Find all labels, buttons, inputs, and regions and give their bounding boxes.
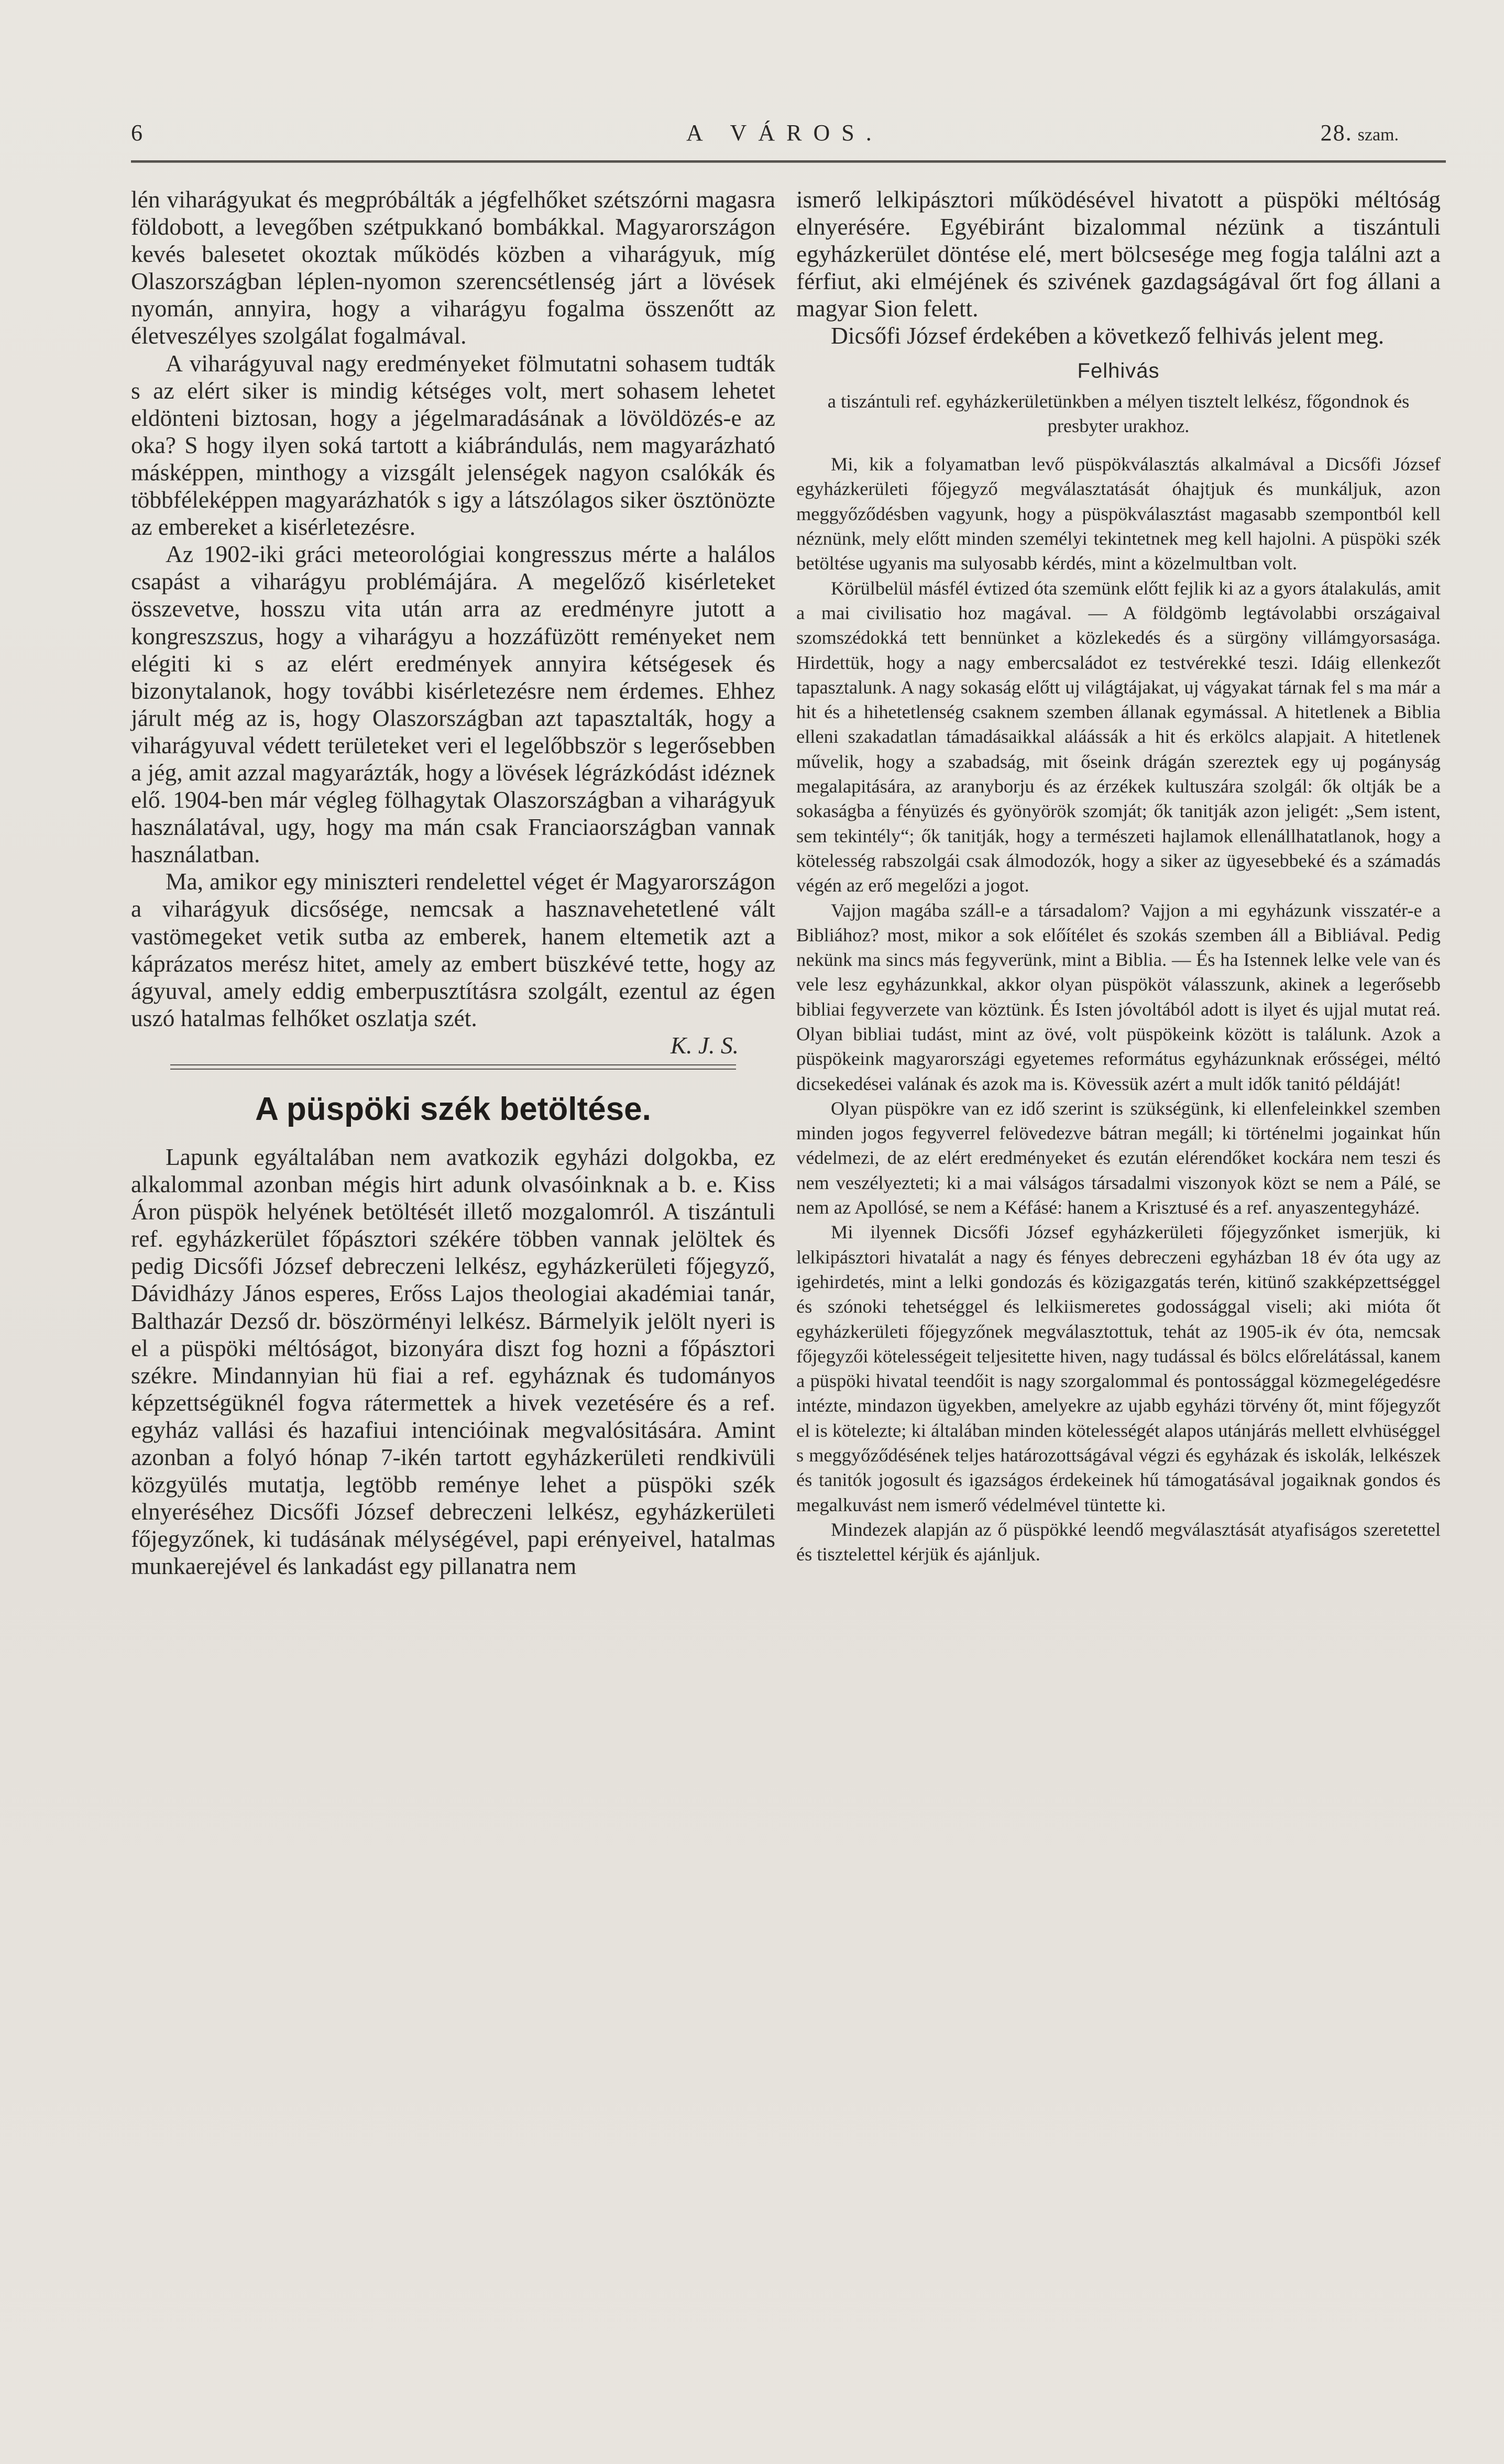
appeal-paragraph: Mindezek alapján az ő püspökké leendő megválasztását atyafiságos szeretettel és tisztelettel kérjük és ajánljuk.	[796, 1519, 1441, 1565]
article-signature-line	[131, 1032, 775, 1059]
article-paragraph: Lapunk egyáltalában nem avatkozik egyházi dolgokba, ez alkalommal azonban mégis hirt adunk olvasóinknak a b. e. Kiss Áron püspök helyének betöltését illető mozgalomról. A tiszántuli ref. egyházkerület főpásztori székére többen vannak jelöltek és pedig Dicsőfi József debreczeni lelkész, egyházkerületi főjegyző, Dávidházy János esperes, Erőss Lajos theologiai akadémiai tanár, Balthazár Dezső dr. böszörményi lelkész. Bármelyik jelölt nyeri is el a püspöki méltóságot, bizonyára diszt fog hozni a főpásztori székre. Mindannyian hü fiai a ref. egyháznak és tudományos képzettségüknél fogva rátermettek a hivek vezetésére és a ref. egyház vallási és hazafiui intencióinak megvalósitására. Amint azonban a folyó hónap 7-ikén tartott egyházkerületi rendkivüli közgyülés mutatja, legtöbb reménye lehet a püspöki szék elnyeréséhez Dicsőfi József debreczeni lelkész, egyházkerületi főjegyzőnek, ki tudásának mélységével, papi erényeivel, hatalmas munkaerejével és lankadást egy pillanatra nem	[131, 1143, 775, 1580]
issue-number-value: 28.	[1320, 120, 1353, 146]
left-column	[131, 186, 775, 1580]
appeal-title: Felhivás	[1077, 359, 1160, 382]
article-paragraph: A viharágyuval nagy eredményeket fölmutatni sohasem tudták s az elért siker is mindig kétséges volt, mert sohasem lehetet eldönteni biztosan, hogy a jégelmaradásának a lövöldözés-e az oka? S hogy ilyen soká tartott a kiábrándulás, nem magyarázható másképpen, minthogy a vizsgált jelenségek nagyon csalókák és többféleképpen magyarázhatók s igy a látszólagos siker ösztönözte az embereket a kisérletezésre.	[131, 349, 775, 541]
appeal-paragraph: Mi, kik a folyamatban levő püspökválasztás alkalmával a Dicsőfi József egyházkerületi főjegyző megválasztatását óhajtjuk és munkáljuk, azon meggyőződésben vagyunk, hogy a püspökválasztást magasabb szempontból kell néznünk, mely előtt minden személyi tekintetnek meg kell hajolni. A püspöki szék betöltése ugyanis ma sulyosabb kérdés, mint a közelmultban volt.	[796, 454, 1441, 574]
right-column	[796, 186, 1441, 1567]
article-title: A püspöki szék betöltése.	[255, 1091, 651, 1127]
appeal-paragraph: Körülbelül másfél évtized óta szemünk előtt fejlik ki az a gyors átalakulás, amit a mai civilisatio hoz magával. — A földgömb legtávolabbi országaival szomszédokká tett bennünket a közlekedés és a sürgöny villámgyorsasága. Hirdettük, hogy a nagy embercsaládot ez testvérekké teszi. Idáig ellenkezőt tapasztalunk. A nagy sokaság előtt uj világtájakat, uj vágyakat tárnak fel s ma már a hit és a hihetetlenség csaknem szemben állanak egymással. A hitetlenek a Biblia elleni szakadatlan támadásaikkal aláássák a hit és erkölcs alapjait. A hitetlenek művelik, hogy a szabadság, mit őseink drágán szereztek egy uj pogányság megalapitására, az aranyborju és az érzékek kultuszára szolgál: ők oltják be a sokaságba a fényüzés és gyönyörök szomját; ők tanitják azon jeligét: „Sem istent, sem tekintély“; ők tanitják, hogy a természeti hajlamok ellenállhatatlanok, hogy a kötelesség rabszolgái csak álmodozók, hogy a siker az ügyesebbeké és a számadás végén az erő megelőzi a jogot.	[796, 577, 1441, 896]
appeal-paragraph: Mi ilyennek Dicsőfi József egyházkerületi főjegyzőnket ismerjük, ki lelkipásztori hivatalát a nagy és fényes debreczeni egyházban 18 év óta ugy az igehirdetés, mint a lelki gondozás és közigazgatás terén, kitünő szakképzettséggel és szónoki tehetséggel és lelkiismeretes godossággal viseli; aki mióta őt egyházkerületi főjegyzőnek megválasztottuk, tehát az 1905-ik év óta, nemcsak főjegyzői kötelességeit teljesitette hiven, nagy tudással és bölcs előrelátással, kanem a püspöki hivatal teendőit is nagy szorgalommal és pontossággal közmegelégedésre intézte, mindazon ügyekben, amelyekre az ujabb egyházi törvény őt, mint főjegyzőt el is kötelezte; ki általában minden kötelességét alapos utánjárás mellett elvhüséggel s meggyőződésének teljes határozottságával végzi és egyházak és iskolák, lelkészek és tanitók jogosult és igazságos érdekeinek hű támogatásával jogaiknak gondos és megalkuvást nem ismerő védelmével tüntette ki.	[796, 1222, 1441, 1515]
article-paragraph: Ma, amikor egy miniszteri rendelettel véget ér Magyarországon a viharágyuk dicsősége, nemcsak a hasznavehetetlené vált vastömegeket vetik sutba az emberek, hanem eltemetik azt a káprázatos merész hitet, amely az embert büszkévé tette, hogy az ágyuval, amely eddig emberpusztításra szolgált, ezentul az égen uszó hatalmas felhőket oszlatja szét.	[131, 868, 775, 1031]
appeal-addressee: a tiszántuli ref. egyházkerületünkben a mélyen tisztelt lelkész, főgondnok és presbyter urakhoz.	[827, 390, 1410, 436]
article-signature: K. J. S.	[670, 1031, 739, 1059]
page-header	[131, 119, 1399, 156]
newspaper-title: A VÁROS.	[686, 120, 883, 146]
article-paragraph: Az 1902-iki gráci meteorológiai kongresszus mérte a halálos csapást a viharágyu problémájára. A megelőző kisérleteket összevetve, hosszu vita után arra az eredményre jutott a kongreszszus, hogy a viharágyu a hozzáfüzött reményeket nem elégiti ki s az elért eredmények annyira kétségesek és bizonytalanok, hogy további kisérletezésre nem érdemes. Ehhez járult még az is, hogy Olaszországban azt tapasztalták, hogy a viharágyuval védett területeket veri el legelőbbször s legerősebben a jég, amit azzal magyarázták, hogy a lövések légrázkódást idéznek elő. 1904-ben már végleg fölhagytak Olaszországban a viharágyuk használatával, ugy, hogy ma mán csak Franciaországban vannak használatban.	[131, 541, 775, 868]
appeal-paragraph: Olyan püspökre van ez idő szerint is szükségünk, ki ellenfeleinkkel szemben minden jogos fegyverrel felövedezve bátran megáll; ki történelmi jogainkat hűn védelmezi, de az elért eredményeket és ezután elérendőket kockára nem teszi és nem veszélyezteti; ki a mai válságos társadalmi viszonyok közt se nem a Pálé, se nem az Apollósé, se nem a Kéfásé: hanem a Krisztusé és a ref. anyaszentegyházé.	[796, 1097, 1441, 1218]
appeal-body	[796, 389, 1441, 1567]
issue-number	[1321, 119, 1399, 146]
issue-abbrev: szam.	[1357, 125, 1399, 145]
appeal-paragraph: Vajjon magába száll-e a társadalom? Vajjon a mi egyházunk visszatér-e a Bibliához? most, mikor a sok előítélet és szokás szemben áll a Bibliával. Pedig nekünk ma sincs más fegyverünk, mint a Biblia. — És ha Istennek lelke vele van és vele lesz egyházunkkal, akkor olyan püspököt válasszunk, akinek a legerősebb bibliai fegyverzete van köztünk. És Isten jóvoltából adott is ilyet és ujjal mutat reá. Olyan bibliai tudást, mint az övé, volt püspökeink között is találunk. Azok a püspökeink magyarországi egyetemes református egyházunknak erősségei, méltó dicsekedései valának és azok ma is. Kövessük azért a mult idők tanitó példáját!	[796, 899, 1441, 1094]
article-paragraph: ismerő lelkipásztori működésével hivatott a püspöki méltóság elnyerésére. Egyébiránt bizalommal nézünk a tiszántuli egyházkerület döntése elé, mert bölcsesége meg fogja találni azt a férfiut, aki elméjének és szivének gazdagságával őrt fog állani a magyar Sion felett.	[796, 186, 1441, 322]
article-continuation	[796, 186, 1441, 350]
page-number: 6	[131, 120, 144, 146]
article-separator	[170, 1064, 736, 1070]
article-paragraph: lén viharágyukat és megpróbálták a jégfelhőket szétszórni magasra földobott, a levegőben szétpukkanó bombákkal. Magyarországon kevés balesetet okoztak működés közben a viharágyuk, míg Olaszországban léplen-nyomon szerencsétlenség járt a lövések nyomán, annyira, hogy a viharágyu fogalma összenőtt az életveszélyes szolgálat fogalmával.	[131, 186, 775, 349]
article-paragraph: Dicsőfi József érdekében a következő felhivás jelent meg.	[831, 322, 1385, 349]
header-rule	[131, 160, 1446, 163]
